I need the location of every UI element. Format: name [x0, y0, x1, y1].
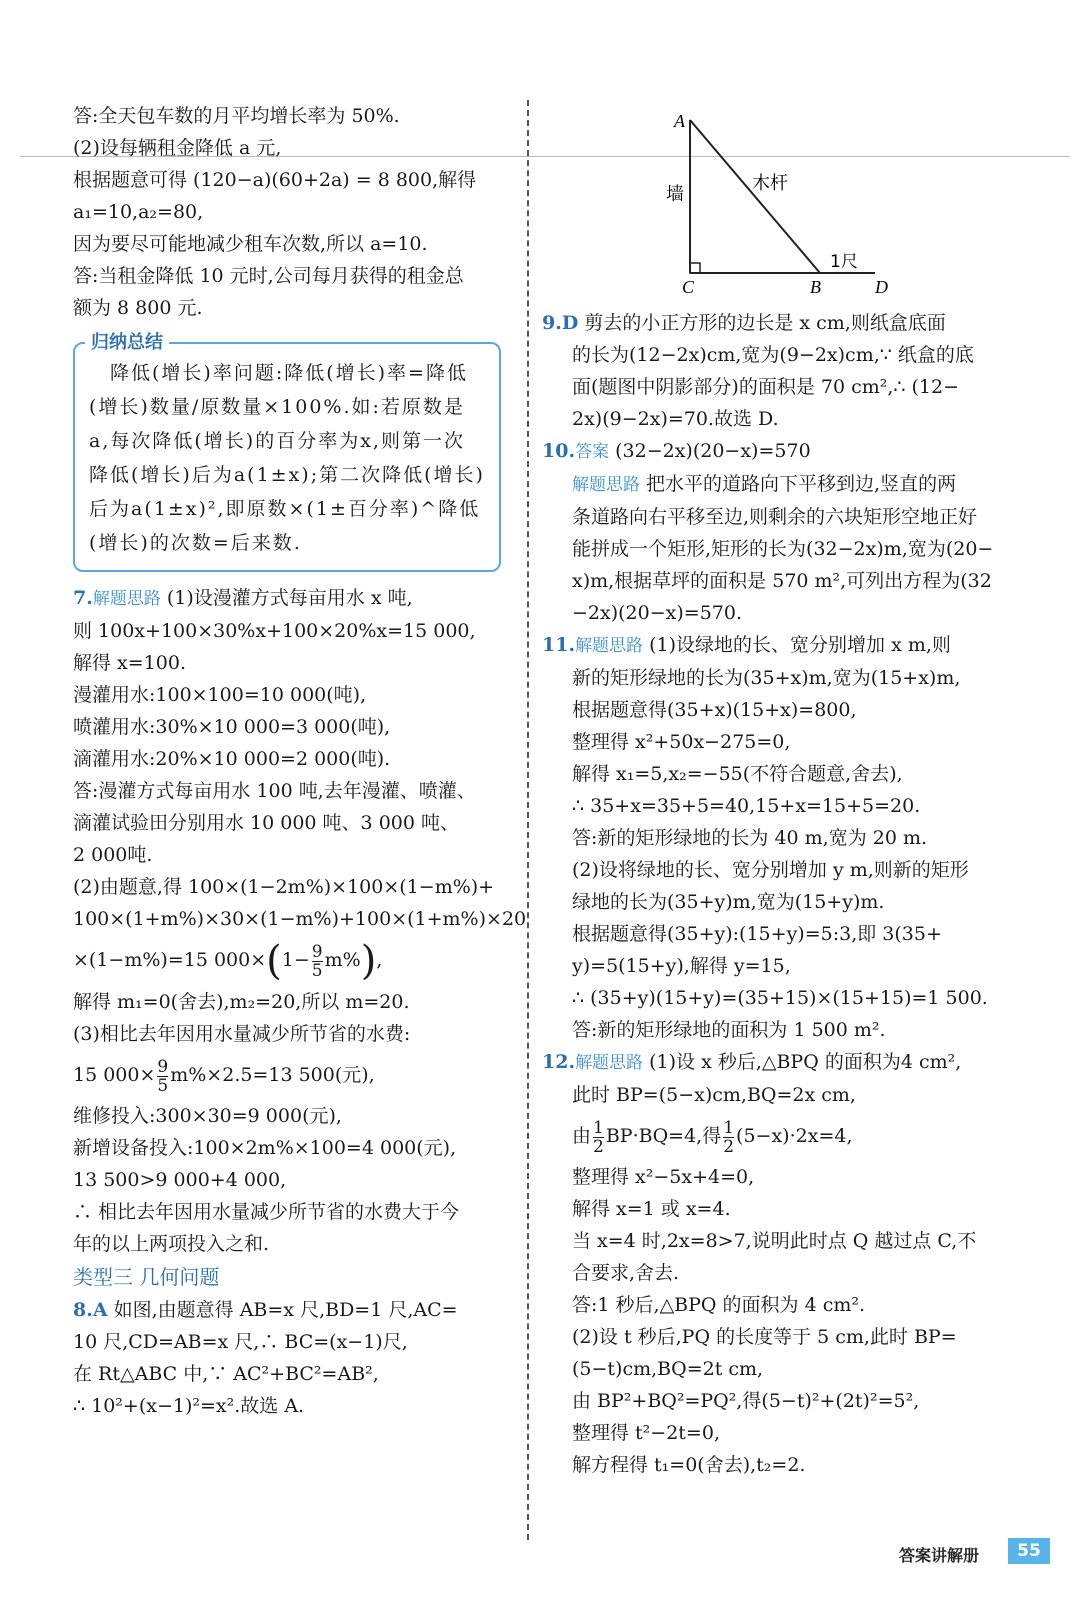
- right-angle-mark: [690, 263, 700, 273]
- q9-number: 9.D: [542, 312, 579, 334]
- q8-line: 10 尺,CD=AB=x 尺,∴ BC=(x−1)尺,: [73, 1331, 408, 1353]
- wall-pole-figure: [660, 105, 900, 300]
- q7-line: (1)设漫灌方式每亩用水 x 吨,: [166, 587, 413, 609]
- q11-line: 根据题意得(35+x)(15+x)=800,: [572, 699, 857, 721]
- label-B: B: [810, 277, 821, 297]
- q11-line: 新的矩形绿地的长为(35+x)m,宽为(15+x)m,: [572, 667, 961, 689]
- text-line: 额为 8 800 元.: [73, 297, 203, 319]
- q7-line: 滴灌用水:20%×10 000=2 000(吨).: [73, 748, 391, 770]
- column-divider: [527, 100, 529, 1540]
- q9-line: 2x)(9−2x)=70.故选 D.: [572, 408, 779, 430]
- q12-line: 当 x=4 时,2x=8>7,说明此时点 Q 越过点 C,不: [572, 1230, 977, 1252]
- q10-line: 条道路向右平移至边,则剩余的六块矩形空地正好: [572, 506, 978, 528]
- fee-pre: 15 000×: [73, 1064, 156, 1086]
- q12-line: 解得 x=1 或 x=4.: [572, 1198, 731, 1220]
- q11-line: 答:新的矩形绿地的长为 40 m,宽为 20 m.: [572, 827, 928, 849]
- q12-fraction-line: [542, 1111, 1002, 1161]
- q12-tag: 解题思路: [575, 1053, 644, 1073]
- q7-tag: 解题思路: [92, 589, 161, 609]
- q7-line: ∴ 相比去年因用水量减少所节省的水费大于今: [73, 1201, 460, 1223]
- q8-number: 8.A: [73, 1299, 108, 1321]
- q8-line: 如图,由题意得 AB=x 尺,BD=1 尺,AC=: [113, 1299, 458, 1321]
- section-heading: 类型三 几何问题: [73, 1265, 220, 1289]
- q11-number: 11.: [542, 634, 576, 656]
- right-column: [542, 307, 1002, 1481]
- q12-line: 整理得 t²−2t=0,: [572, 1422, 720, 1444]
- q12-line: 答:1 秒后,△BPQ 的面积为 4 cm².: [572, 1294, 866, 1316]
- q11-line: 解得 x₁=5,x₂=−55(不符合题意,舍去),: [572, 763, 903, 785]
- q10-text: 把水平的道路向下平移到边,竖直的两: [646, 473, 957, 495]
- q7-line: 2 000吨.: [73, 844, 153, 866]
- text-line: 答:全天包车数的月平均增长率为 50%.: [73, 105, 400, 127]
- numerator: 9: [311, 941, 323, 962]
- fraction: [312, 943, 323, 980]
- q12-line: (1)设 x 秒后,△BPQ 的面积为4 cm²,: [649, 1051, 962, 1073]
- fraction: [157, 1058, 168, 1095]
- summary-title: 归纳总结: [85, 328, 169, 354]
- footer-label: 答案讲解册: [899, 1546, 980, 1565]
- paren-left: (: [266, 938, 282, 984]
- q7-fee-line: [73, 1050, 513, 1100]
- q10-line: −2x)(20−x)=570.: [572, 602, 742, 624]
- q7-frac-mid: 1−: [281, 949, 310, 971]
- q7-line: 100×(1+m%)×30×(1−m%)+100×(1+m%)×20: [73, 908, 527, 930]
- q11-tag: 解题思路: [575, 636, 644, 656]
- q9-line: 的长为(12−2x)cm,宽为(9−2x)cm,∵ 纸盒的底: [572, 344, 974, 366]
- q7-head: [73, 582, 513, 615]
- summary-text: 降低(增长)率问题:降低(增长)率=降低(增长)数量/原数量×100%.如:若原数是a,每次降低(增长)的百分率为x,则第一次降低(增长)后为a(1±x);第二次降低(增长)后为a(1±x)²,即原数×(1±百分率)^降低(增长)的次数=后来数.: [89, 362, 485, 554]
- denominator: 5: [311, 960, 323, 981]
- q7-line: 答:漫灌方式每亩用水 100 吨,去年漫灌、喷灌、: [73, 780, 476, 802]
- left-column: [73, 100, 527, 1422]
- q7-line: 13 500>9 000+4 000,: [73, 1169, 287, 1191]
- q12-frac-mid: BP·BQ=4,得: [605, 1125, 722, 1147]
- q8-line: ∴ 10²+(x−1)²=x².故选 A.: [73, 1395, 305, 1417]
- q7-frac-pre: ×(1−m%)=15 000×: [73, 949, 267, 971]
- q11-line: 根据题意得(35+y):(15+y)=5:3,即 3(35+: [572, 923, 942, 945]
- fee-post: m%×2.5=13 500(元),: [170, 1064, 375, 1086]
- q11-line: ∴ (35+y)(15+y)=(35+15)×(15+15)=1 500.: [572, 987, 988, 1009]
- q12-frac-post: (5−x)·2x=4,: [736, 1125, 853, 1147]
- q7-line: 喷灌用水:30%×10 000=3 000(吨),: [73, 716, 391, 738]
- q10-line: [542, 468, 1002, 501]
- text-line: 根据题意可得 (120−a)(60+2a) = 8 800,解得: [73, 169, 477, 191]
- q7-line: (3)相比去年因用水量减少所节省的水费:: [73, 1023, 411, 1045]
- q7-number: 7.: [73, 587, 93, 609]
- q9-line: 面(题图中阴影部分)的面积是 70 cm²,∴ (12−: [572, 376, 960, 398]
- label-pole: 木杆: [752, 173, 788, 194]
- q12-line: 合要求,舍去.: [572, 1262, 680, 1284]
- q12-line: 整理得 x²−5x+4=0,: [572, 1166, 755, 1188]
- q11-line: 整理得 x²+50x−275=0,: [572, 731, 791, 753]
- q11-line: 答:新的矩形绿地的面积为 1 500 m².: [572, 1019, 886, 1041]
- q7-line: 解得 m₁=0(舍去),m₂=20,所以 m=20.: [73, 991, 410, 1013]
- q7-line: 则 100x+100×30%x+100×20%x=15 000,: [73, 620, 476, 642]
- page-number: 55: [1008, 1538, 1050, 1564]
- text-line: 答:当租金降低 10 元时,公司每月获得的租金总: [73, 265, 464, 287]
- q12-line: (2)设 t 秒后,PQ 的长度等于 5 cm,此时 BP=: [572, 1326, 957, 1348]
- q8-head: [73, 1294, 513, 1326]
- q10-tag: 解题思路: [572, 475, 640, 495]
- text-line: 因为要尽可能地减少租车次数,所以 a=10.: [73, 233, 428, 255]
- q9-line: 剪去的小正方形的边长是 x cm,则纸盒底面: [584, 312, 946, 334]
- q11-head: [542, 629, 1002, 662]
- text-line: (2)设每辆租金降低 a 元,: [73, 137, 282, 159]
- q7-frac-post: m%: [324, 949, 361, 971]
- q10-answer: (32−2x)(20−x)=570: [615, 440, 811, 462]
- q7-line: 漫灌用水:100×100=10 000(吨),: [73, 684, 367, 706]
- q7-line: 滴灌试验田分别用水 10 000 吨、3 000 吨、: [73, 812, 459, 834]
- q7-line: 新增设备投入:100×2m%×100=4 000(元),: [73, 1137, 457, 1159]
- q7-line: 年的以上两项投入之和.: [73, 1233, 270, 1255]
- label-one-chi: 1尺: [830, 252, 858, 272]
- numerator: 9: [157, 1056, 169, 1077]
- denominator: 2: [723, 1136, 735, 1157]
- q11-line: (1)设绿地的长、宽分别增加 x m,则: [649, 634, 951, 656]
- label-D: D: [875, 277, 888, 297]
- q7-line: 解得 x=100.: [73, 652, 186, 674]
- q7-line: 维修投入:300×30=9 000(元),: [73, 1105, 342, 1127]
- q7-line: (2)由题意,得 100×(1−2m%)×100×(1−m%)+: [73, 876, 495, 898]
- q7-fraction-line: ×(1−m%)=15 000×(1− $\frac{9}{5}$ m%),: [73, 938, 383, 984]
- q11-line: ∴ 35+x=35+5=40,15+x=15+5=20.: [572, 795, 921, 817]
- denominator: 2: [593, 1136, 604, 1157]
- q12-number: 12.: [542, 1051, 576, 1073]
- numerator: 1: [723, 1117, 735, 1138]
- q12-frac-pre: 由: [572, 1125, 592, 1147]
- summary-box: [73, 332, 501, 572]
- fraction: [593, 1119, 604, 1156]
- q10-number: 10.: [542, 440, 576, 462]
- q12-line: (5−t)cm,BQ=2t cm,: [572, 1358, 764, 1380]
- label-A: A: [674, 111, 685, 131]
- fraction: [723, 1119, 734, 1156]
- label-wall: 墙: [666, 184, 684, 205]
- denominator: 5: [157, 1075, 169, 1096]
- q10-line: 能拼成一个矩形,矩形的长为(32−2x)m,宽为(20−: [572, 538, 994, 560]
- q10-line: x)m,根据草坪的面积是 570 m²,可列出方程为(32: [572, 570, 992, 592]
- q11-line: 绿地的长为(35+y)m,宽为(15+y)m.: [572, 891, 885, 913]
- numerator: 1: [593, 1117, 604, 1138]
- q12-head: [542, 1046, 1002, 1079]
- q12-line: 解方程得 t₁=0(舍去),t₂=2.: [572, 1454, 806, 1476]
- q10-answer-tag: 答案: [575, 442, 610, 462]
- q11-line: y)=5(15+y),解得 y=15,: [572, 955, 791, 977]
- text-line: a₁=10,a₂=80,: [73, 201, 204, 223]
- q12-line: 由 BP²+BQ²=PQ²,得(5−t)²+(2t)²=5²,: [572, 1390, 920, 1412]
- label-C: C: [682, 277, 695, 297]
- q11-line: (2)设将绿地的长、宽分别增加 y m,则新的矩形: [572, 859, 969, 881]
- q10-head: [542, 435, 1002, 468]
- paren-right: ): [360, 938, 377, 984]
- q12-line: 此时 BP=(5−x)cm,BQ=2x cm,: [572, 1084, 856, 1106]
- q8-line: 在 Rt△ABC 中,∵ AC²+BC²=AB²,: [73, 1363, 379, 1385]
- pole-line: [690, 120, 820, 273]
- q9-head: [542, 307, 1002, 339]
